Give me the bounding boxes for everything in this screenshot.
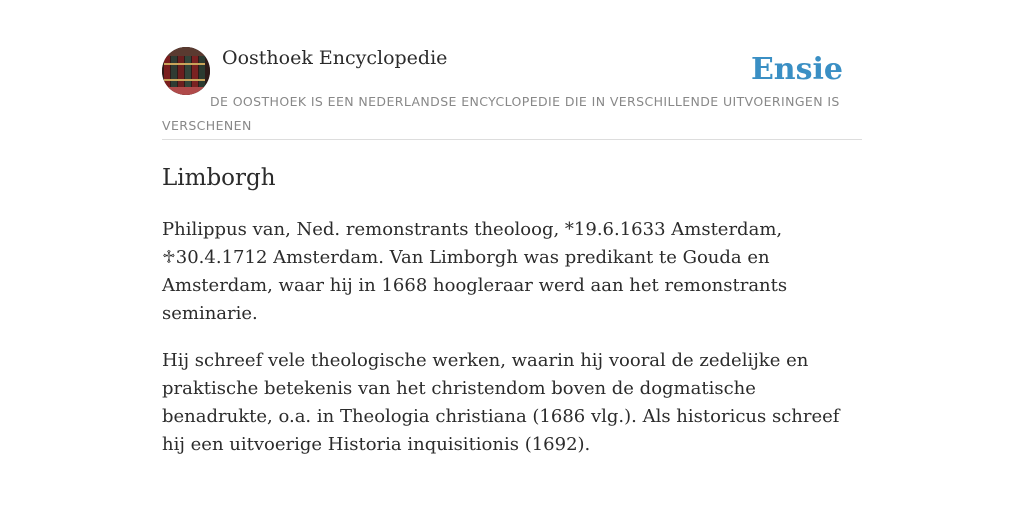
site-header bbox=[162, 46, 862, 140]
site-title[interactable]: Oosthoek Encyclopedie bbox=[222, 47, 448, 69]
article-paragraph: Philippus van, Ned. remonstrants theoloog, *19.6.1633 Amsterdam, ♱30.4.1712 Amsterdam. Van Limborgh was predikant te Gouda en Amsterdam, waar hij in 1668 hoogleraar werd aan het remonstrants seminarie. bbox=[162, 219, 788, 324]
encyclopedia-books-icon[interactable] bbox=[162, 47, 210, 95]
article-paragraph: Hij schreef vele theologische werken, waarin hij vooral de zedelijke en praktische betekenis van het christendom boven de dogmatische benadrukte, o.a. in Theologia christiana (1686 vlg.). Als historicus schreef hij een uitvoerige Historia inquisitionis (1692). bbox=[162, 350, 840, 455]
site-tagline: DE OOSTHOEK IS EEN NEDERLANDSE ENCYCLOPEDIE DIE IN VERSCHILLENDE UITVOERINGEN IS VERSCHENEN bbox=[162, 94, 840, 133]
article-title: Limborgh bbox=[162, 165, 276, 191]
brand-logo[interactable]: Ensie bbox=[750, 52, 843, 87]
article bbox=[162, 160, 862, 459]
